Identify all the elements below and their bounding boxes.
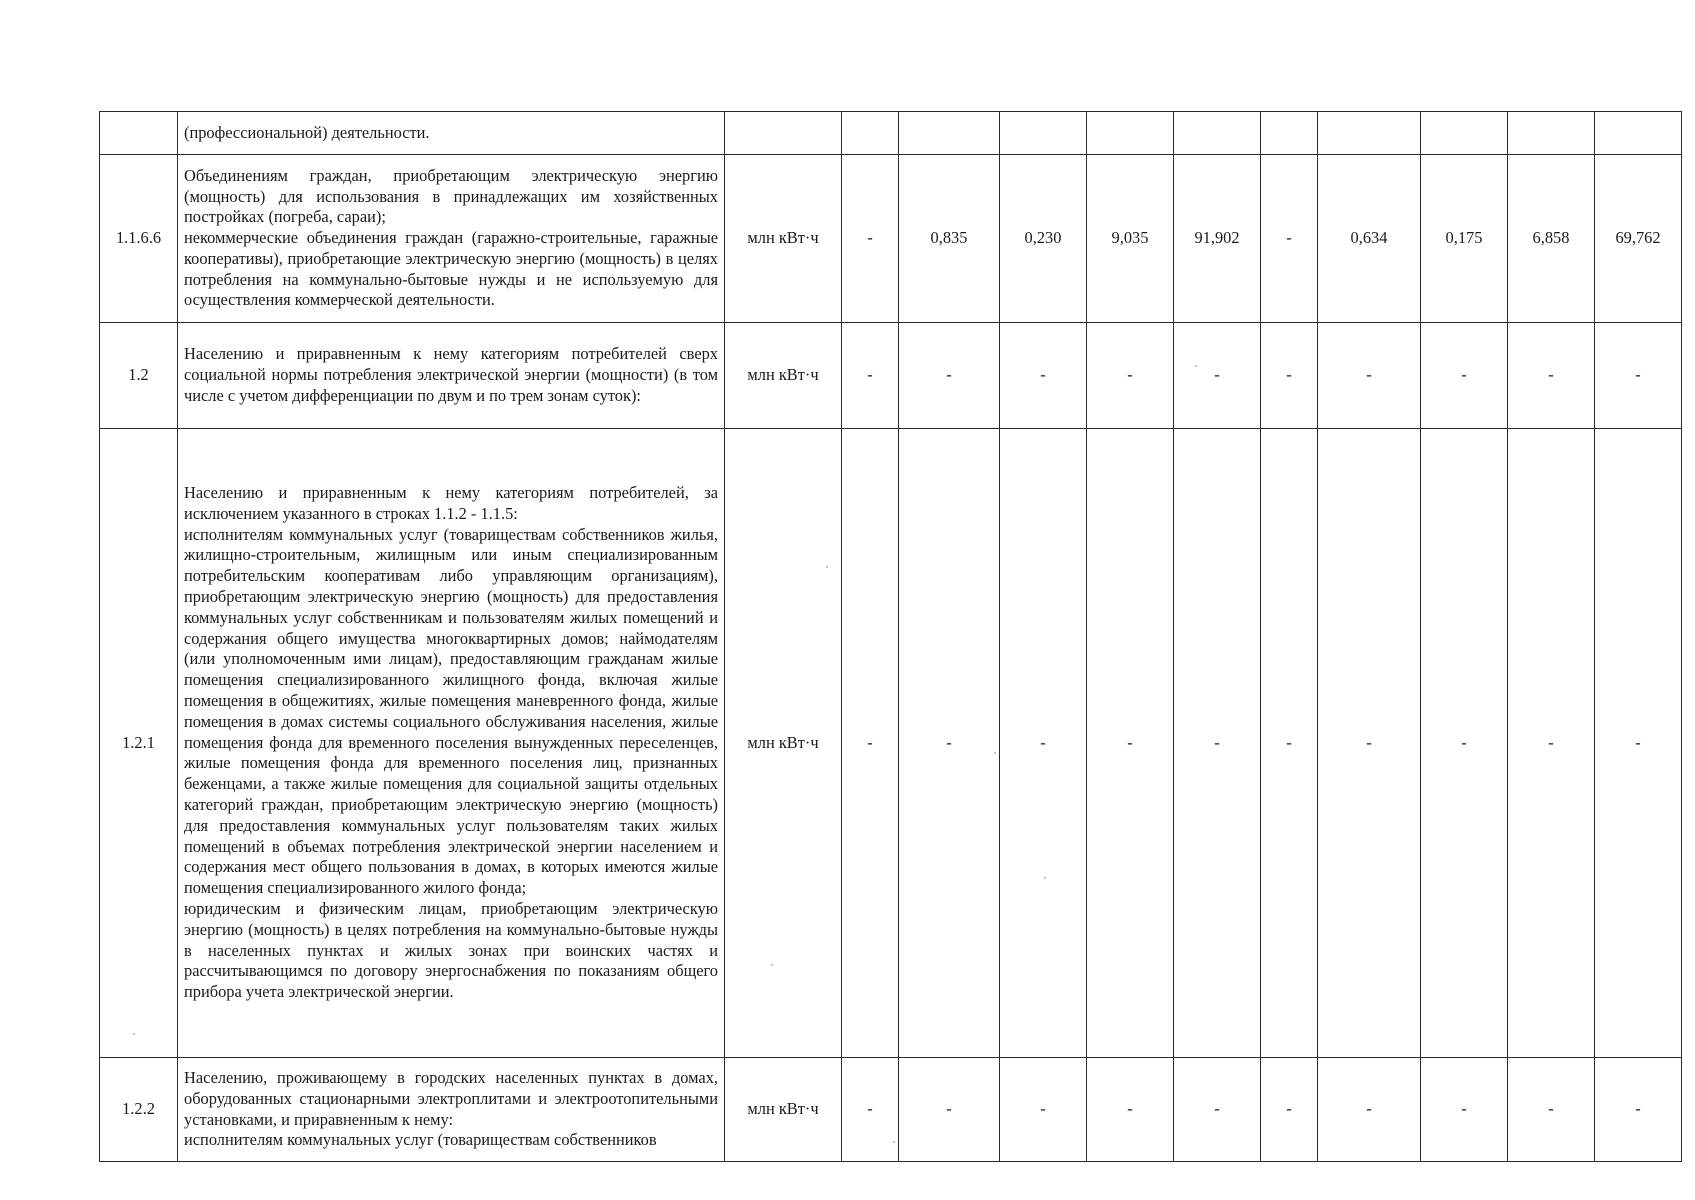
value-cell: - bbox=[1000, 429, 1087, 1058]
table-row bbox=[100, 1058, 1682, 1162]
table-row bbox=[100, 323, 1682, 429]
row-code bbox=[100, 112, 178, 155]
value-cell bbox=[1421, 112, 1508, 155]
tariff-table bbox=[99, 111, 1682, 1162]
description-line: Объединениям граждан, приобретающим электрическую энергию (мощность) для использования в принадлежащих им хозяйственных постройках (погреба, сараи); bbox=[184, 165, 718, 227]
scan-speck bbox=[133, 1033, 135, 1035]
row-description bbox=[178, 429, 725, 1058]
value-cell: - bbox=[899, 323, 1000, 429]
value-cell: - bbox=[899, 1058, 1000, 1162]
value-cell: - bbox=[1174, 429, 1261, 1058]
value-cell bbox=[1318, 112, 1421, 155]
row-unit: млн кВт·ч bbox=[725, 155, 842, 323]
value-cell bbox=[1261, 112, 1318, 155]
scan-speck bbox=[893, 1141, 895, 1143]
value-cell: - bbox=[842, 429, 899, 1058]
value-cell: - bbox=[1174, 1058, 1261, 1162]
value-cell: 0,230 bbox=[1000, 155, 1087, 323]
row-description bbox=[178, 155, 725, 323]
description-line: некоммерческие объединения граждан (гаражно-строительные, гаражные кооперативы), приобретающие электрическую энергию (мощность) в целях потребления на коммунально-бытовые нужды и не используемую для осуществления коммерческой деятельности. bbox=[184, 228, 718, 310]
scan-speck bbox=[826, 566, 828, 568]
value-cell: - bbox=[1595, 1058, 1682, 1162]
scan-speck bbox=[1195, 365, 1197, 367]
row-unit: млн кВт·ч bbox=[725, 1058, 842, 1162]
value-cell: 69,762 bbox=[1595, 155, 1682, 323]
value-cell bbox=[1000, 112, 1087, 155]
table-row bbox=[100, 112, 1682, 155]
value-cell: - bbox=[1261, 429, 1318, 1058]
value-cell bbox=[1508, 112, 1595, 155]
value-cell: - bbox=[1000, 323, 1087, 429]
value-cell: 0,175 bbox=[1421, 155, 1508, 323]
value-cell: 0,835 bbox=[899, 155, 1000, 323]
value-cell: - bbox=[1318, 1058, 1421, 1162]
value-cell: - bbox=[1595, 323, 1682, 429]
scan-speck bbox=[771, 964, 773, 966]
value-cell: - bbox=[1174, 323, 1261, 429]
row-description bbox=[178, 323, 725, 429]
row-description bbox=[178, 112, 725, 155]
value-cell: - bbox=[1261, 323, 1318, 429]
table-row bbox=[100, 429, 1682, 1058]
description-line: (профессиональной) деятельности. bbox=[184, 122, 430, 142]
row-code: 1.2.1 bbox=[100, 429, 178, 1058]
value-cell: - bbox=[1421, 429, 1508, 1058]
value-cell: - bbox=[1318, 323, 1421, 429]
value-cell: - bbox=[1421, 323, 1508, 429]
description-line: Населению и приравненным к нему категориям потребителей сверх социальной нормы потребления электрической энергии (мощности) (в том числе с учетом дифференциации по двум и по трем зонам суток): bbox=[184, 344, 718, 405]
value-cell: - bbox=[1087, 429, 1174, 1058]
value-cell: - bbox=[842, 1058, 899, 1162]
description-line: Населению и приравненным к нему категориям потребителей, за исключением указанного в строках 1.1.2 - 1.1.5: bbox=[184, 483, 718, 523]
description-line: исполнителям коммунальных услуг (товариществам собственников bbox=[184, 1130, 657, 1150]
value-cell: 6,858 bbox=[1508, 155, 1595, 323]
value-cell: - bbox=[1318, 429, 1421, 1058]
value-cell: - bbox=[1000, 1058, 1087, 1162]
value-cell bbox=[1595, 112, 1682, 155]
value-cell: - bbox=[1508, 429, 1595, 1058]
value-cell: - bbox=[1261, 155, 1318, 323]
row-code: 1.2.2 bbox=[100, 1058, 178, 1162]
scan-speck bbox=[994, 752, 996, 754]
description-line: юридическим и физическим лицам, приобретающим электрическую энергию (мощность) в целях потребления на коммунально-бытовые нужды в населенных пунктах и жилых зонах при воинских частях и рассчитывающимся по договору энергоснабжения по показаниям общего прибора учета электрической энергии. bbox=[184, 898, 718, 1002]
value-cell: - bbox=[1508, 1058, 1595, 1162]
row-unit: млн кВт·ч bbox=[725, 429, 842, 1058]
value-cell: - bbox=[1595, 429, 1682, 1058]
value-cell: - bbox=[842, 155, 899, 323]
description-line: исполнителям коммунальных услуг (товариществам собственников жилья, жилищно-строительным, жилищным или иным специализированным потребительским кооперативам либо управляющим организациям), приобретающим электрическую энергию (мощность) для предоставления коммунальных услуг собственникам и пользователям жилых помещений и содержания общего имущества многоквартирных домов; наймодателям (или уполномоченным ими лицам), предоставляющим гражданам жилые помещения специализированного жилищного фонда, включая жилые помещения в общежитиях, жилые помещения маневренного фонда, жилые помещения в домах системы социального обслуживания населения, жилые помещения фонда для временного поселения вынужденных переселенцев, жилые помещения фонда для временного поселения лиц, признанных беженцами, а также жилые помещения для социальной защиты отдельных категорий граждан, приобретающим электрическую энергию (мощность) для предоставления коммунальных услуг пользователям таких жилых помещений в объемах потребления электрической энергии населением и содержания мест общего пользования в домах, в которых имеются жилые помещения специализированного жилого фонда; bbox=[184, 524, 718, 898]
scan-speck bbox=[1044, 877, 1046, 879]
description-line: Населению, проживающему в городских населенных пунктах в домах, оборудованных стационарными электроплитами и электроотопительными установками, и приравненным к нему: bbox=[184, 1067, 718, 1129]
value-cell: 0,634 bbox=[1318, 155, 1421, 323]
value-cell: - bbox=[842, 323, 899, 429]
row-unit bbox=[725, 112, 842, 155]
row-code: 1.2 bbox=[100, 323, 178, 429]
value-cell bbox=[1174, 112, 1261, 155]
value-cell: - bbox=[1421, 1058, 1508, 1162]
value-cell: - bbox=[899, 429, 1000, 1058]
value-cell bbox=[842, 112, 899, 155]
value-cell: 9,035 bbox=[1087, 155, 1174, 323]
row-code: 1.1.6.6 bbox=[100, 155, 178, 323]
table-row bbox=[100, 155, 1682, 323]
value-cell: - bbox=[1087, 1058, 1174, 1162]
value-cell bbox=[1087, 112, 1174, 155]
value-cell bbox=[899, 112, 1000, 155]
row-description bbox=[178, 1058, 725, 1162]
value-cell: - bbox=[1261, 1058, 1318, 1162]
value-cell: 91,902 bbox=[1174, 155, 1261, 323]
value-cell: - bbox=[1087, 323, 1174, 429]
row-unit: млн кВт·ч bbox=[725, 323, 842, 429]
value-cell: - bbox=[1508, 323, 1595, 429]
